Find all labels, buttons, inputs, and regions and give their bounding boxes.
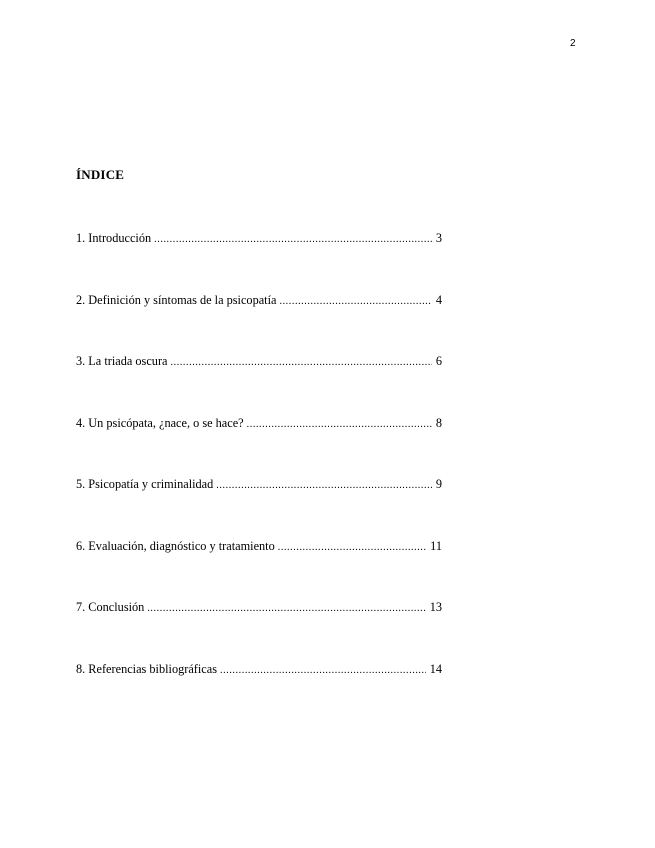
toc-entry-page: 4 bbox=[435, 292, 442, 307]
toc-entry-evaluacion[interactable] bbox=[76, 538, 442, 600]
toc-entry-text: 6. Evaluación, diagnóstico y tratamiento bbox=[76, 538, 275, 553]
toc-entry-page: 13 bbox=[429, 600, 442, 614]
toc-entry-page: 3 bbox=[435, 231, 442, 245]
toc-dot-leader bbox=[247, 417, 432, 433]
toc-title: ÍNDICE bbox=[76, 167, 125, 182]
toc-dot-leader bbox=[147, 601, 425, 617]
toc-dot-leader bbox=[220, 663, 426, 679]
toc-entry-conclusion[interactable] bbox=[76, 599, 442, 661]
toc-entry-text: 5. Psicopatía y criminalidad bbox=[76, 477, 214, 491]
toc-entry-text: 1. Introducción bbox=[76, 231, 152, 245]
toc-entry-criminalidad[interactable] bbox=[76, 476, 442, 538]
toc-entry-text: 2. Definición y síntomas de la psicopatía bbox=[76, 292, 277, 307]
toc-dot-leader bbox=[216, 478, 432, 494]
toc-entry-referencias[interactable] bbox=[76, 661, 442, 723]
page-number: 2 bbox=[570, 38, 576, 49]
toc-entry-page: 6 bbox=[435, 354, 442, 368]
toc-dot-leader bbox=[154, 232, 432, 248]
toc-entry-text: 4. Un psicópata, ¿nace, o se hace? bbox=[76, 415, 244, 430]
toc-entry-text: 8. Referencias bibliográficas bbox=[76, 661, 218, 676]
toc-entry-page: 9 bbox=[435, 477, 442, 491]
toc-entry-page: 14 bbox=[429, 661, 442, 676]
toc-dot-leader bbox=[278, 540, 426, 556]
toc-list bbox=[76, 230, 442, 722]
toc-entry-text: 7. Conclusión bbox=[76, 600, 145, 614]
toc-entry-nace-o-se-hace[interactable] bbox=[76, 415, 442, 477]
toc-entry-page: 8 bbox=[435, 415, 442, 430]
toc-entry-introduccion[interactable] bbox=[76, 230, 442, 292]
toc-entry-triada-oscura[interactable] bbox=[76, 353, 442, 415]
toc-entry-definicion[interactable] bbox=[76, 292, 442, 354]
toc-dot-leader bbox=[279, 294, 431, 310]
toc-entry-page: 11 bbox=[430, 538, 442, 553]
toc-dot-leader bbox=[171, 355, 432, 371]
toc-entry-text: 3. La triada oscura bbox=[76, 354, 168, 368]
